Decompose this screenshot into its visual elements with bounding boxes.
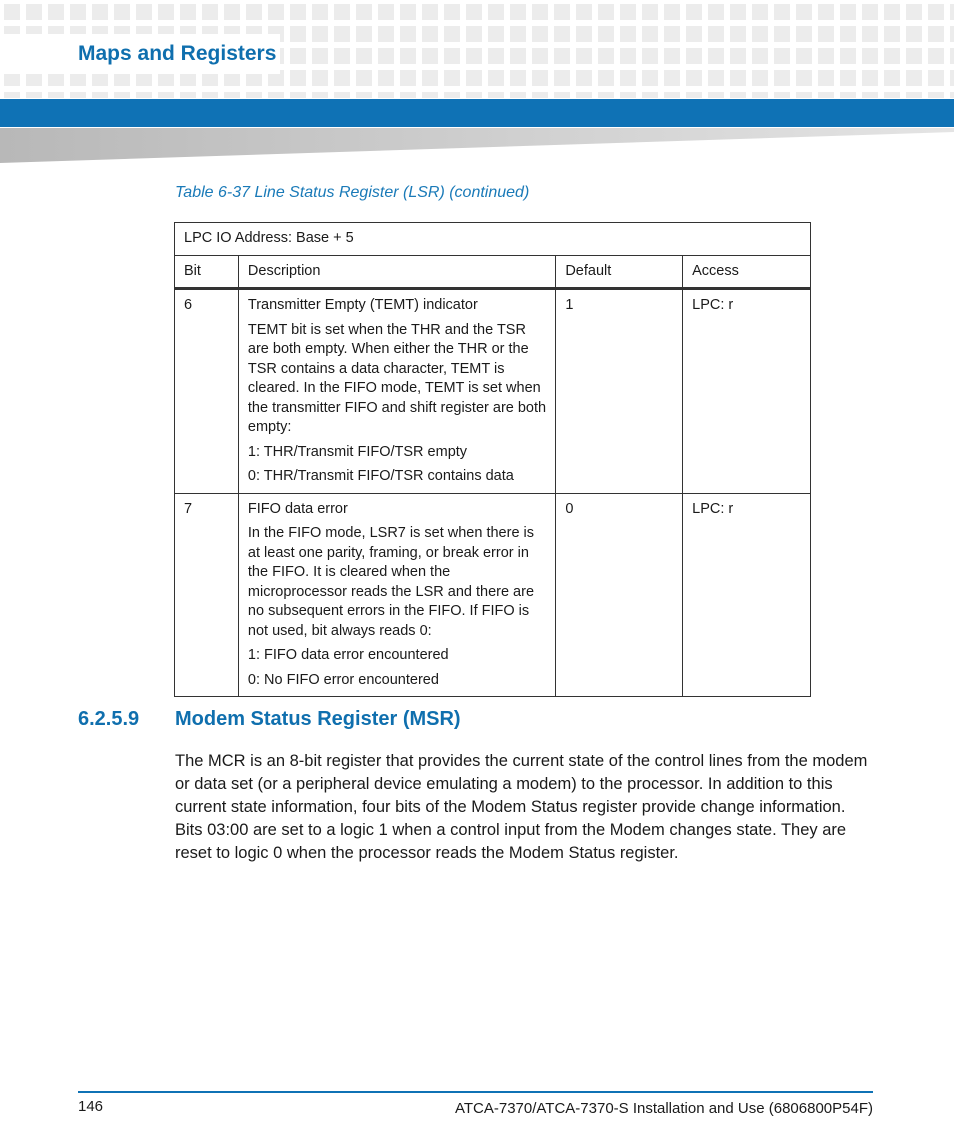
description-value: 0: No FIFO error encountered [247,671,439,688]
section-heading [78,708,461,731]
table-caption: Table 6-37 Line Status Register (LSR) (continued) [175,184,530,201]
cell-description [238,289,555,494]
lsr-register-table [174,222,811,697]
section-body-paragraph: The MCR is an 8-bit register that provides the current state of the control lines from the modem or data set (or a peripheral device emulating a modem) to the processor. In addition to this current state information, four bits of the Modem Status register provide change information. Bits 03:00 are set to a logic 1 when a control input from the Modem changes state. They are reset to logic 0 when the processor reads the Modem Status register. [175,752,868,862]
cell-access: LPC: r [683,493,811,697]
column-header-bit: Bit [175,255,239,289]
section-number: 6.2.5.9 [78,708,140,730]
header-gray-wedge [0,128,954,164]
chapter-title: Maps and Registers [0,34,280,74]
header-blue-band [0,99,954,127]
description-title: FIFO data error [247,500,348,517]
description-value: 1: THR/Transmit FIFO/TSR empty [247,443,468,460]
column-header-description: Description [238,255,555,289]
description-value: 1: FIFO data error encountered [247,647,449,663]
description-value: 0: THR/Transmit FIFO/TSR contains data [247,468,514,484]
cell-description [238,493,555,697]
column-header-access: Access [683,255,811,289]
page-number: 146 [78,1098,104,1115]
cell-access: LPC: r [683,289,811,494]
footer-rule [78,1091,873,1093]
section-title: Modem Status Register (MSR) [175,708,461,730]
cell-bit: 6 [175,289,239,494]
column-header-default: Default [556,255,683,289]
cell-default: 0 [556,493,683,697]
cell-default: 1 [556,289,683,494]
table-address-cell: LPC IO Address: Base + 5 [175,223,811,256]
description-title: Transmitter Empty (TEMT) indicator [247,297,478,313]
description-text: TEMT bit is set when the THR and the TSR are both empty. When either the THR or the TSR contains a data character, TEMT is cleared. In the FIFO mode, TEMT is set when the transmitter FIFO and shift register are both empty: [247,321,547,435]
table-header-row [175,255,811,289]
document-title: ATCA-7370/ATCA-7370-S Installation and Use (6806800P54F) [454,1100,873,1117]
table-row [175,493,811,697]
description-text: In the FIFO mode, LSR7 is set when there is at least one parity, framing, or break error in the FIFO. It is cleared when the microprocessor reads the LSR and there are no subsequent errors in the FIFO. If FIFO is not used, bit always reads 0: [247,525,535,639]
table-row [175,289,811,494]
cell-bit: 7 [175,493,239,697]
